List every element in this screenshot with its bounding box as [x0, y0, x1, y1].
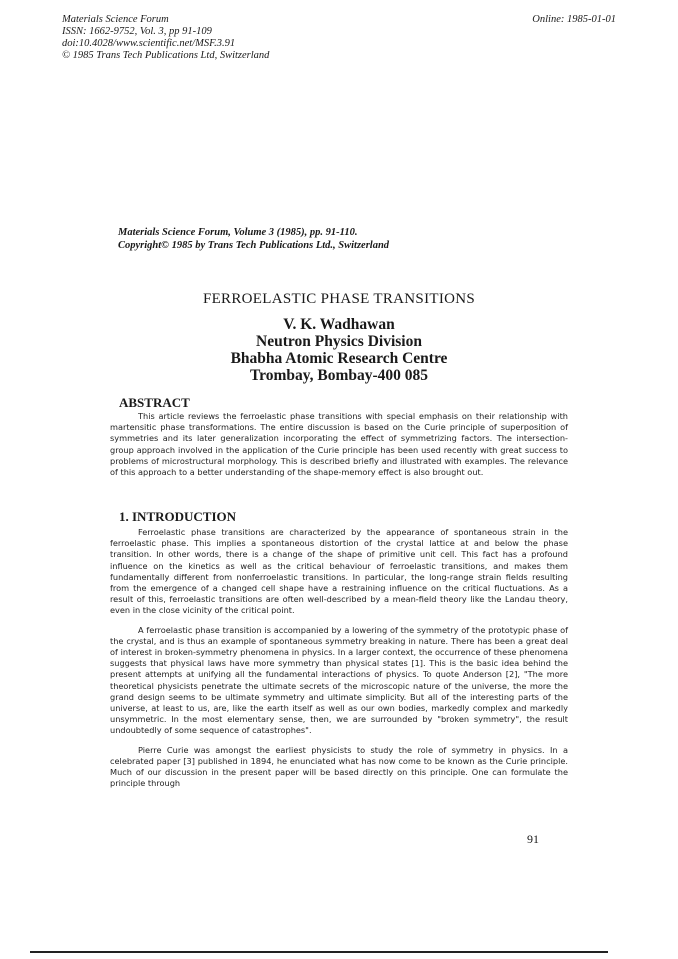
header-issn-line: ISSN: 1662-9752, Vol. 3, pp 91-109	[62, 26, 212, 37]
online-date: Online: 1985-01-01	[532, 14, 616, 25]
header-journal-line: Materials Science Forum	[62, 14, 169, 25]
paper-title: FERROELASTIC PHASE TRANSITIONS	[202, 291, 476, 307]
author-block	[0, 316, 678, 384]
abstract-heading: ABSTRACT	[119, 395, 190, 410]
introduction-body	[110, 527, 568, 797]
author-name: V. K. Wadhawan	[283, 316, 395, 333]
intro-paragraph-2: A ferroelastic phase transition is accompanied by a lowering of the symmetry of the prototypic phase of the crystal, and is thus an example of spontaneous symmetry breaking in nature. There has been a great deal of interest in broken-symmetry phenomena in physics. In a larger context, the occurrence of these phenomena suggests that physical laws have more symmetry than physical states [1]. This is the basic idea behind the present attempts at unifying all the fundamental interactions of physics. To quote Anderson [2], "The more theoretical physicists penetrate the ultimate secrets of the microscopic nature of the universe, the more the grand design seems to be ultimate symmetry and ultimate simplicity. But all of the interesting parts of the universe, at least to us, are, like the earth itself as well as our own bodies, markedly complex and markedly unsymmetric. In the most elementary sense, then, we are surrounded by "broken symmetry", the result undoubtedly of some sequence of catastrophes".	[110, 624, 568, 736]
intro-paragraph-3: Pierre Curie was amongst the earliest physicists to study the role of symmetry in physics. In a celebrated paper [3] published in 1894, he enunciated what has now come to be known as the Curie principle. Much of our discussion in the present paper will be based directly on this principle. One can formulate the principle through	[110, 744, 568, 789]
introduction-heading: 1. INTRODUCTION	[119, 509, 237, 524]
header-copyright-line: © 1985 Trans Tech Publications Ltd, Switzerland	[62, 50, 270, 61]
author-division: Neutron Physics Division	[256, 333, 422, 350]
footer-rule	[30, 951, 608, 953]
citation-header	[62, 14, 269, 62]
abstract-paragraph: This article reviews the ferroelastic phase transitions with special emphasis on their relationship with martensitic phase transformations. The entire discussion is based on the Curie principle of superposition of symmetries and its later generalization incorporating the effect of symmetrizing factors. The intersection-group approach involved in the application of the Curie principle has been used recently with great success to problems of microstructural morphology. This is described briefly and illustrated with examples. The relevance of this approach to a better understanding of the shape-memory effect is also brought out.	[110, 411, 568, 478]
author-address: Trombay, Bombay-400 085	[249, 367, 429, 384]
journal-info	[118, 226, 389, 252]
header-doi-line: doi:10.4028/www.scientific.net/MSF.3.91	[62, 38, 236, 49]
journal-copyright-line: Copyright© 1985 by Trans Tech Publications Ltd., Switzerland	[118, 240, 390, 251]
page-number: 91	[527, 832, 539, 846]
author-institution: Bhabha Atomic Research Centre	[230, 350, 448, 367]
intro-paragraph-1: Ferroelastic phase transitions are characterized by the appearance of spontaneous strain in the ferroelastic phase. This implies a spontaneous distortion of the crystal lattice at and below the phase transition. In other words, there is a change of the shape of primitive unit cell. This fact has a profound influence on the kinetics as well as the critical behaviour of ferroelastic transitions, and makes them fundamentally different from nonferroelastic transitions. In particular, the long-range strain fields resulting from the emergence of a changed cell shape have a restraining influence on the critical fluctuations. As a result of this, ferroelastic transitions are often well-described by a mean-field theory like the Landau theory, even in the close vicinity of the critical point.	[110, 527, 568, 616]
journal-volume-line: Materials Science Forum, Volume 3 (1985), pp. 91-110.	[118, 227, 358, 238]
abstract-body	[110, 411, 568, 486]
